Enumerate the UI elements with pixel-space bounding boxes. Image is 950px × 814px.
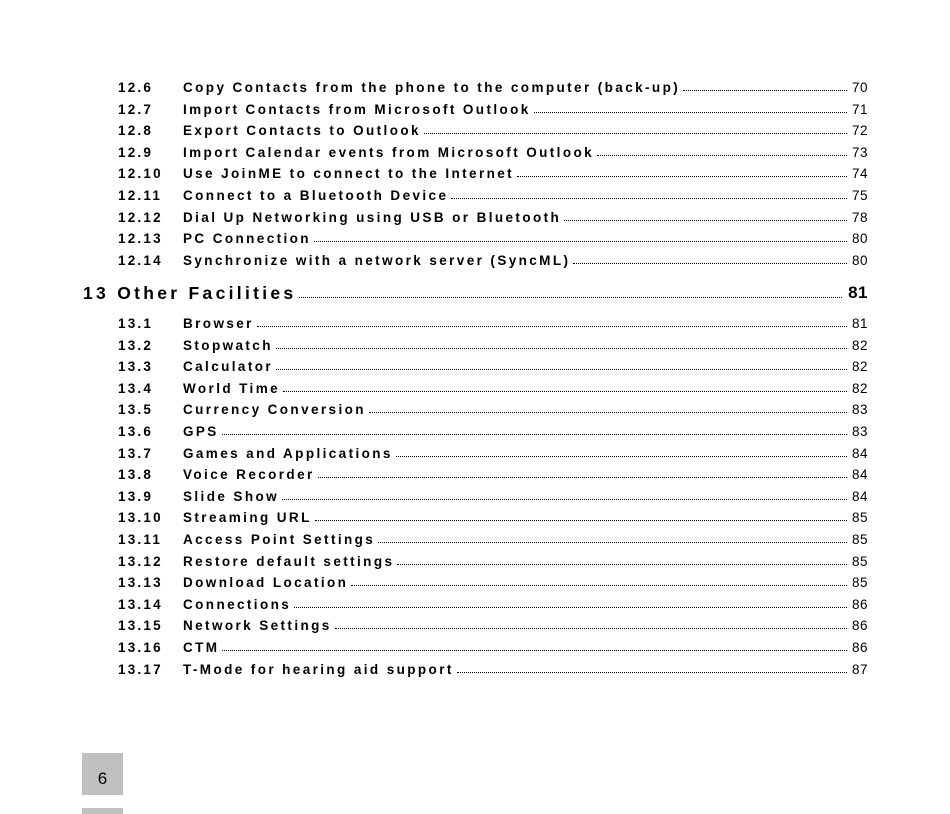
- toc-entry-number: 13.7: [118, 445, 154, 461]
- toc-entry-page: 71: [851, 101, 868, 117]
- dot-leader: [351, 584, 847, 586]
- toc-entry-title: Export Contacts to Outlook: [183, 123, 421, 139]
- dot-leader: [283, 390, 847, 392]
- toc-entry-page: 83: [851, 402, 868, 418]
- toc-entry-title: Connect to a Bluetooth Device: [183, 188, 449, 203]
- toc-entry-title: Use JoinME to connect to the Internet: [183, 166, 515, 182]
- toc-entry[interactable]: [0, 338, 950, 360]
- toc-entry-title: Voice Recorder: [183, 467, 315, 483]
- toc-entry[interactable]: [0, 316, 950, 338]
- dot-leader: [457, 671, 847, 673]
- dot-leader: [318, 476, 847, 478]
- toc-entry[interactable]: [0, 166, 950, 188]
- toc-entry-number: 13.8: [118, 467, 154, 483]
- toc-entry-title: Restore default settings: [183, 553, 395, 569]
- toc-entry-page: 81: [851, 316, 868, 331]
- dot-leader: [683, 89, 847, 91]
- toc-entry-number: 13.16: [118, 640, 163, 655]
- page-number: 6: [97, 769, 108, 788]
- toc-entry[interactable]: [0, 381, 950, 403]
- toc-entry-number: 13.15: [118, 618, 163, 634]
- toc-entry-number: 12.6: [118, 80, 154, 95]
- dot-leader: [378, 541, 847, 543]
- toc-entry-title: T-Mode for hearing aid support: [183, 661, 454, 677]
- toc-entry[interactable]: [0, 510, 950, 532]
- toc-entry-page: 85: [851, 510, 868, 526]
- page-number-box: [82, 753, 123, 795]
- toc-entry-page: 72: [851, 123, 868, 139]
- toc-entry[interactable]: [0, 618, 950, 640]
- toc-entry-number: 12.10: [118, 166, 163, 182]
- toc-entry-number: 13.17: [118, 661, 163, 677]
- toc-entry[interactable]: [0, 575, 950, 597]
- toc-entry-title: GPS: [183, 424, 219, 439]
- toc-entry-title: Games and Applications: [183, 445, 393, 461]
- toc-entry-number: 12.11: [118, 188, 163, 203]
- toc-entry-number: 13.6: [118, 424, 154, 439]
- toc-entry[interactable]: [0, 467, 950, 489]
- dot-leader: [315, 519, 847, 521]
- dot-leader: [573, 262, 847, 264]
- toc-entry-page: 78: [851, 209, 868, 225]
- toc-entry-page: 86: [851, 618, 868, 634]
- toc-entry-title: Copy Contacts from the phone to the computer (back-up): [183, 80, 681, 95]
- dot-leader: [294, 606, 847, 608]
- toc-entry-title: Import Calendar events from Microsoft Outlook: [183, 144, 595, 160]
- dot-leader: [282, 498, 847, 500]
- dot-leader: [257, 325, 847, 327]
- dot-leader: [451, 197, 847, 199]
- toc-entry[interactable]: [0, 145, 950, 167]
- toc-entry-number: 13.13: [118, 575, 163, 591]
- toc-entry-number: 13.2: [118, 337, 154, 353]
- toc-entry[interactable]: [0, 424, 950, 446]
- chapter-page: 81: [848, 283, 868, 302]
- toc-entry-number: 13.4: [118, 380, 154, 396]
- toc-entry-number: 13.11: [118, 532, 163, 547]
- toc-entry-title: Calculator: [183, 359, 274, 375]
- toc-entry-page: 82: [851, 337, 868, 353]
- toc-entry-page: 80: [851, 231, 868, 247]
- toc-entry[interactable]: [0, 253, 950, 275]
- toc-entry-page: 82: [851, 359, 868, 375]
- toc-entry-number: 12.8: [118, 123, 154, 139]
- toc-entry-title: Network Settings: [183, 618, 332, 634]
- toc-entry[interactable]: [0, 597, 950, 619]
- toc-entry-title: Stopwatch: [183, 337, 273, 353]
- chapter-title: 13 Other Facilities: [83, 283, 297, 303]
- toc-entry-title: Dial Up Networking using USB or Bluetooth: [183, 209, 562, 225]
- dot-leader: [299, 296, 842, 298]
- toc-entry-page: 84: [851, 445, 868, 461]
- toc-entry-number: 12.9: [118, 144, 154, 160]
- toc-entry-page: 86: [851, 640, 868, 655]
- toc-entry[interactable]: [0, 402, 950, 424]
- toc-entry[interactable]: [0, 231, 950, 253]
- toc-entry-page: 85: [851, 532, 868, 547]
- dot-leader: [517, 175, 847, 177]
- toc-entry-title: Slide Show: [183, 488, 280, 504]
- toc-entry-title: PC Connection: [183, 231, 311, 247]
- toc-entry[interactable]: [0, 80, 950, 102]
- toc-entry-title: Connections: [183, 596, 292, 612]
- toc-entry-page: 84: [851, 488, 868, 504]
- dot-leader: [564, 219, 847, 221]
- toc-entry-page: 85: [851, 553, 868, 569]
- toc-entry-page: 82: [851, 380, 868, 396]
- toc-entry[interactable]: [0, 123, 950, 145]
- dot-leader: [222, 433, 847, 435]
- toc-entry-number: 12.7: [118, 101, 154, 117]
- toc-entry-number: 12.14: [118, 252, 163, 268]
- toc-entry-title: CTM: [183, 640, 220, 655]
- toc-entry[interactable]: [0, 359, 950, 381]
- dot-leader: [276, 368, 847, 370]
- dot-leader: [597, 154, 847, 156]
- toc-entry-title: Streaming URL: [183, 510, 312, 526]
- toc-entry[interactable]: [0, 210, 950, 232]
- dot-leader: [534, 111, 847, 113]
- toc-entry-page: 73: [851, 144, 868, 160]
- toc-entry-title: Download Location: [183, 575, 349, 591]
- toc-entry-title: Access Point Settings: [183, 532, 376, 547]
- toc-entry[interactable]: [0, 662, 950, 684]
- toc-entry-number: 13.3: [118, 359, 154, 375]
- toc-entry-number: 13.1: [118, 316, 154, 331]
- toc-entry-page: 84: [851, 467, 868, 483]
- toc-entry[interactable]: [0, 640, 950, 662]
- toc-entry-number: 13.5: [118, 402, 154, 418]
- toc-entry[interactable]: [0, 102, 950, 124]
- toc-entry-title: World Time: [183, 380, 281, 396]
- toc-entry[interactable]: [0, 489, 950, 511]
- toc-entry-number: 13.12: [118, 553, 163, 569]
- toc-entry-number: 12.13: [118, 231, 163, 247]
- toc-entry-title: Synchronize with a network server (SyncML): [183, 252, 571, 268]
- toc-entry-page: 74: [851, 166, 868, 182]
- toc-entry-title: Browser: [183, 316, 254, 331]
- toc-entry-title: Import Contacts from Microsoft Outlook: [183, 101, 531, 117]
- dot-leader: [276, 347, 847, 349]
- toc-entry-page: 75: [851, 188, 868, 203]
- toc-chapter-heading[interactable]: [0, 283, 950, 313]
- toc-entry[interactable]: [0, 554, 950, 576]
- toc-entry-page: 86: [851, 596, 868, 612]
- toc-entry[interactable]: [0, 446, 950, 468]
- dot-leader: [335, 627, 847, 629]
- dot-leader: [396, 455, 847, 457]
- toc-entry-number: 13.9: [118, 488, 154, 504]
- toc-entry-page: 85: [851, 575, 868, 591]
- dot-leader: [314, 240, 847, 242]
- page-edge-strip: [82, 808, 123, 814]
- dot-leader: [222, 649, 847, 651]
- dot-leader: [369, 411, 847, 413]
- toc-entry[interactable]: [0, 188, 950, 210]
- toc-entry[interactable]: [0, 532, 950, 554]
- dot-leader: [424, 132, 847, 134]
- toc-entry-page: 87: [851, 661, 868, 677]
- toc-entry-page: 70: [851, 80, 868, 95]
- toc-entry-title: Currency Conversion: [183, 402, 366, 418]
- toc-entry-page: 80: [851, 252, 868, 268]
- toc-entry-number: 12.12: [118, 209, 163, 225]
- dot-leader: [397, 563, 847, 565]
- toc-entry-number: 13.14: [118, 596, 163, 612]
- toc-entry-number: 13.10: [118, 510, 163, 526]
- toc-entry-page: 83: [851, 424, 868, 439]
